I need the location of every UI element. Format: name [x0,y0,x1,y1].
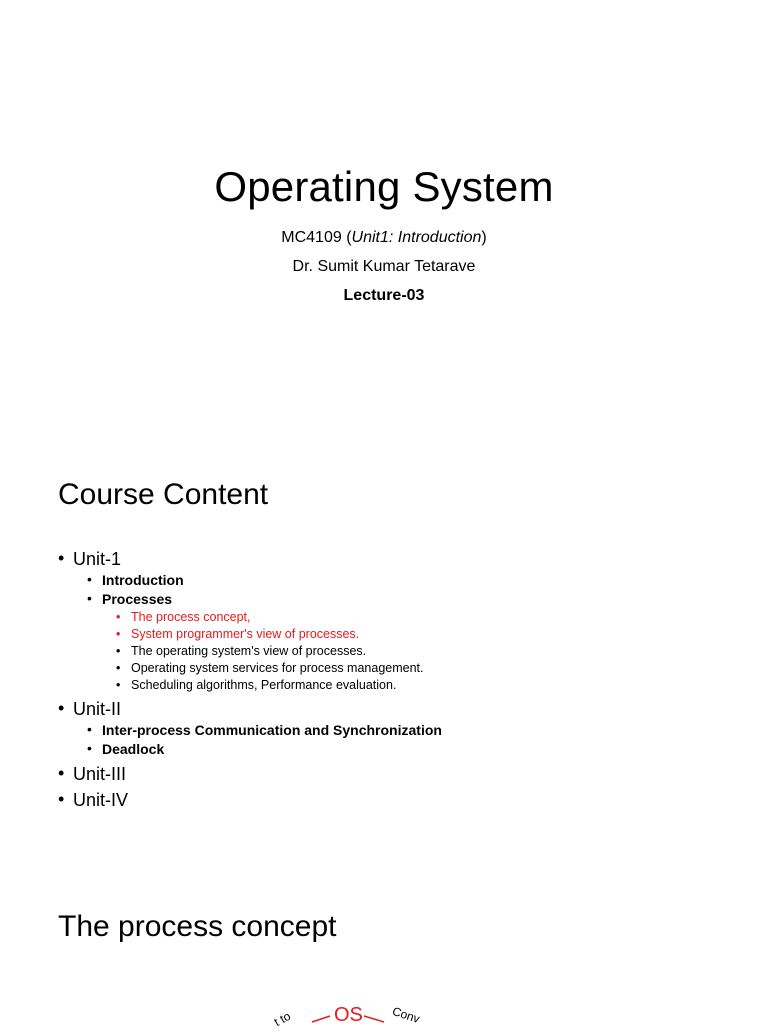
os-diagram [260,1000,460,1030]
course-line: MC4109 (Unit1: Introduction) [281,229,487,246]
topic-item [87,740,442,759]
topic-label: • Processes [102,591,173,607]
slide-heading: Course Content [58,478,269,511]
unit-item [58,789,442,811]
topic-label: • Deadlock [102,741,165,757]
subtopic-item: • Scheduling algorithms, Performance evaluation. [116,677,442,694]
diagram-right-label: Conv [390,1004,422,1026]
course-code: MC4109 [281,229,342,246]
title-slide [0,0,768,430]
slide-heading: The process concept [58,910,337,943]
subtopic-item-highlighted: • System programmer's view of processes. [116,626,442,643]
unit-item [58,763,442,785]
course-unit: Unit1: Introduction [351,229,482,246]
unit-list [58,548,442,811]
diagram-left-label: t to [271,1008,293,1030]
unit-item [58,548,442,694]
unit-label: • Unit-II [73,699,122,719]
course-content-slide [0,430,768,870]
topic-list [87,721,442,759]
topic-item [87,571,442,590]
instructor-name: Dr. Sumit Kumar Tetarave [292,258,476,275]
topic-item [87,721,442,740]
lecture-number: Lecture-03 [343,287,425,304]
unit-label: • Unit-1 [73,549,122,569]
unit-item [58,698,442,759]
subtopic-list [116,609,442,694]
subtopic-item-highlighted: • The process concept, [116,609,442,626]
presentation-title: Operating System [214,163,554,210]
topic-label: • Introduction [102,572,184,588]
process-concept-slide [0,870,768,1030]
topic-list [87,571,442,694]
diagram-os-label: OS [334,1004,363,1026]
unit-label: • Unit-III [73,764,127,784]
topic-item [87,590,442,694]
subtopic-item: • The operating system's view of processes. [116,643,442,660]
subtopic-item: • Operating system services for process management. [116,660,442,677]
unit-label: • Unit-IV [73,790,129,810]
topic-label: • Inter-process Communication and Synchronization [102,722,442,738]
